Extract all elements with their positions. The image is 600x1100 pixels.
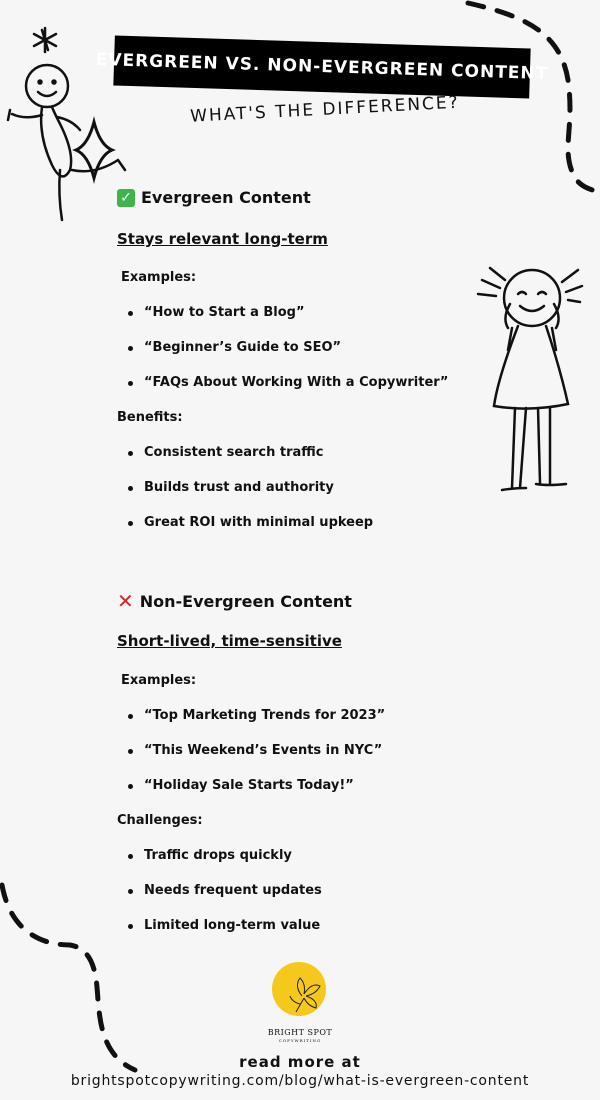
stick-figure-right-illustration xyxy=(470,258,590,498)
dashed-curve-top-right-path xyxy=(468,3,600,192)
page-subtitle: WHAT'S THE DIFFERENCE? xyxy=(189,92,461,127)
logo-name: BRIGHT SPOT xyxy=(267,1028,333,1037)
evergreen-benefits-label: Benefits: xyxy=(117,410,183,425)
flower-icon xyxy=(282,966,332,1016)
list-item: “Holiday Sale Starts Today!” xyxy=(117,776,385,811)
evergreen-benefits-list xyxy=(117,443,373,548)
list-item: Needs frequent updates xyxy=(117,881,322,916)
evergreen-examples-list xyxy=(117,303,448,408)
list-item: “FAQs About Working With a Copywriter” xyxy=(117,373,448,408)
list-item: Traffic drops quickly xyxy=(117,846,322,881)
read-more-text: read more at xyxy=(239,1053,361,1071)
non-evergreen-heading-text: Non-Evergreen Content xyxy=(139,591,352,611)
article-url-link[interactable]: brightspotcopywriting.com/blog/what-is-evergreen-content xyxy=(70,1073,530,1089)
non-evergreen-challenges-label: Challenges: xyxy=(117,813,203,828)
list-item: “Top Marketing Trends for 2023” xyxy=(117,706,385,741)
logo-subtitle: COPYWRITING xyxy=(278,1038,322,1043)
evergreen-tagline: Stays relevant long-term xyxy=(117,230,328,248)
list-item: Consistent search traffic xyxy=(117,443,373,478)
non-evergreen-tagline: Short-lived, time-sensitive xyxy=(117,632,342,650)
evergreen-examples-label: Examples: xyxy=(121,270,197,285)
list-item: Limited long-term value xyxy=(117,916,322,951)
non-evergreen-challenges-list xyxy=(117,846,322,951)
list-item: “How to Start a Blog” xyxy=(117,303,448,338)
dashed-curve-bottom-left-path xyxy=(2,885,135,1070)
list-item: “This Weekend’s Events in NYC” xyxy=(117,741,385,776)
evergreen-heading-text: Evergreen Content xyxy=(141,188,311,207)
non-evergreen-heading xyxy=(117,591,352,611)
non-evergreen-examples-list xyxy=(117,706,385,811)
cross-icon: ✕ xyxy=(117,589,134,613)
evergreen-heading xyxy=(117,188,311,207)
list-item: Builds trust and authority xyxy=(117,478,373,513)
check-icon: ✓ xyxy=(117,189,135,207)
page-title: EVERGREEN VS. NON-EVERGREEN CONTENT xyxy=(113,35,530,98)
list-item: Great ROI with minimal upkeep xyxy=(117,513,373,548)
list-item: “Beginner’s Guide to SEO” xyxy=(117,338,448,373)
non-evergreen-examples-label: Examples: xyxy=(121,673,197,688)
